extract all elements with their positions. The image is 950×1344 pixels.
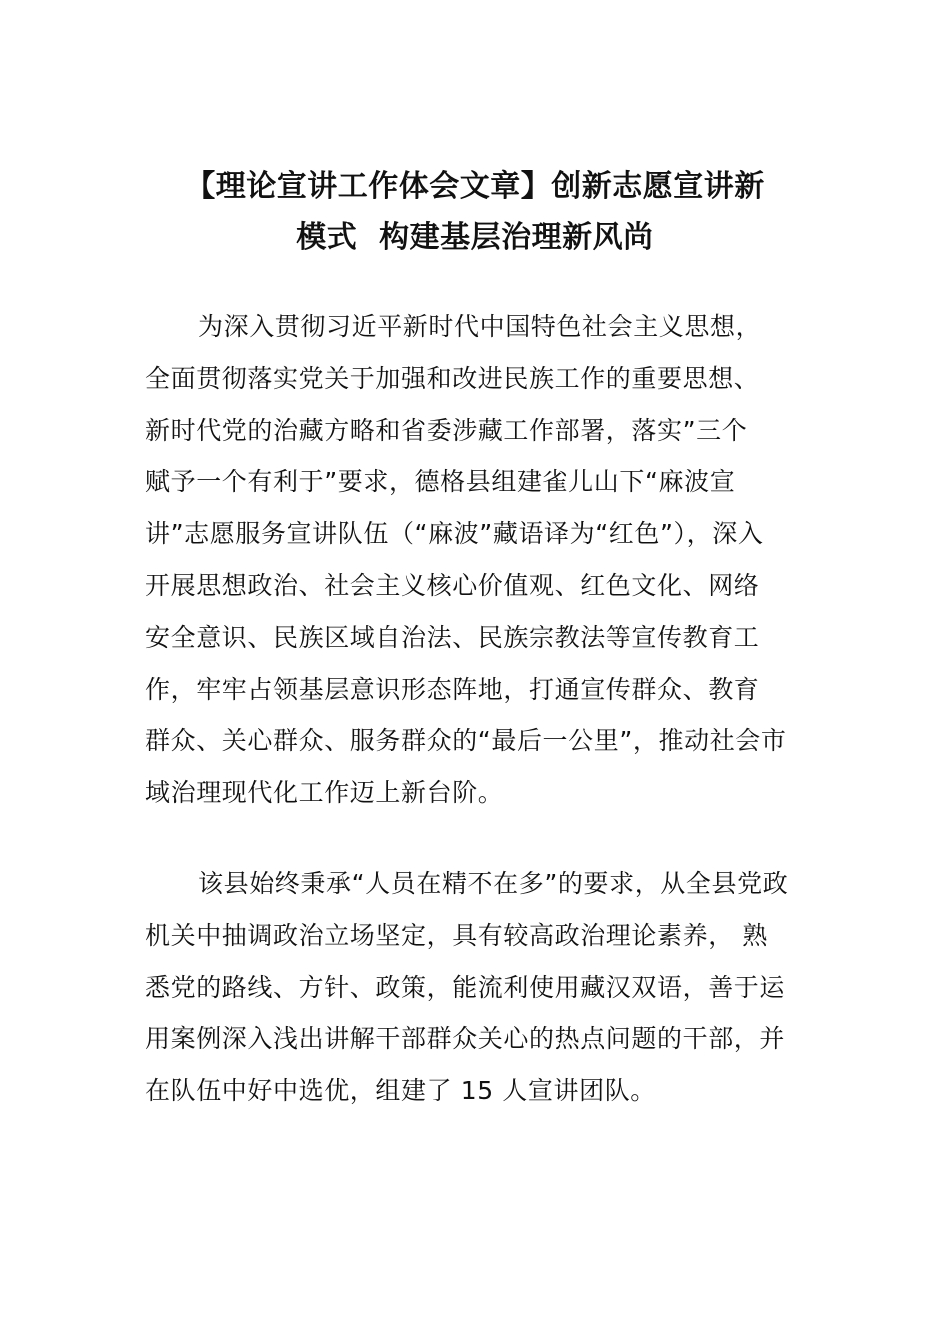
paragraph-line: 该县始终秉承“人员在精不在多”的要求，从全县党政 (198, 869, 789, 898)
paragraph-line: 群众、关心群众、服务群众的“最后一公里”，推动社会市 (145, 726, 787, 756)
paragraph-line: 在队伍中好中选优，组建了 15 人宣讲团队。 (145, 1076, 656, 1106)
paragraph-line: 讲”志愿服务宣讲队伍（“麻波”藏语译为“红色”），深入 (145, 519, 764, 549)
paragraph-line: 开展思想政治、社会主义核心价值观、红色文化、网络 (145, 570, 760, 600)
paragraph-line: 机关中抽调政治立场坚定，具有较高政治理论素养， 熟 (145, 920, 768, 950)
paragraph-1 (145, 301, 835, 819)
paragraph-line: 安全意识、民族区域自治法、民族宗教法等宣传教育工 (145, 622, 760, 652)
paragraph-line: 新时代党的治藏方略和省委涉藏工作部署，落实”三个 (145, 415, 748, 445)
paragraph-line: 悉党的路线、方针、政策，能流利使用藏汉双语，善于运 (145, 972, 786, 1002)
paragraph-line: 赋予一个有利于”要求，德格县组建雀儿山下“麻波宣 (145, 467, 736, 497)
title-line-1: 【理论宣讲工作体会文章】创新志愿宣讲新 (185, 169, 765, 204)
paragraph-line: 作，牢牢占领基层意识形态阵地，打通宣传群众、教育 (145, 674, 760, 704)
paragraph-line: 域治理现代化工作迈上新台阶。 (145, 778, 504, 808)
paragraph-2 (145, 858, 835, 1117)
title-line-2: 模式 构建基层治理新风尚 (296, 220, 654, 255)
paragraph-line: 用案例深入浅出讲解干部群众关心的热点问题的干部，并 (145, 1024, 786, 1054)
paragraph-line: 全面贯彻落实党关于加强和改进民族工作的重要思想、 (145, 363, 760, 393)
paragraph-line: 为深入贯彻习近平新时代中国特色社会主义思想， (198, 312, 762, 341)
